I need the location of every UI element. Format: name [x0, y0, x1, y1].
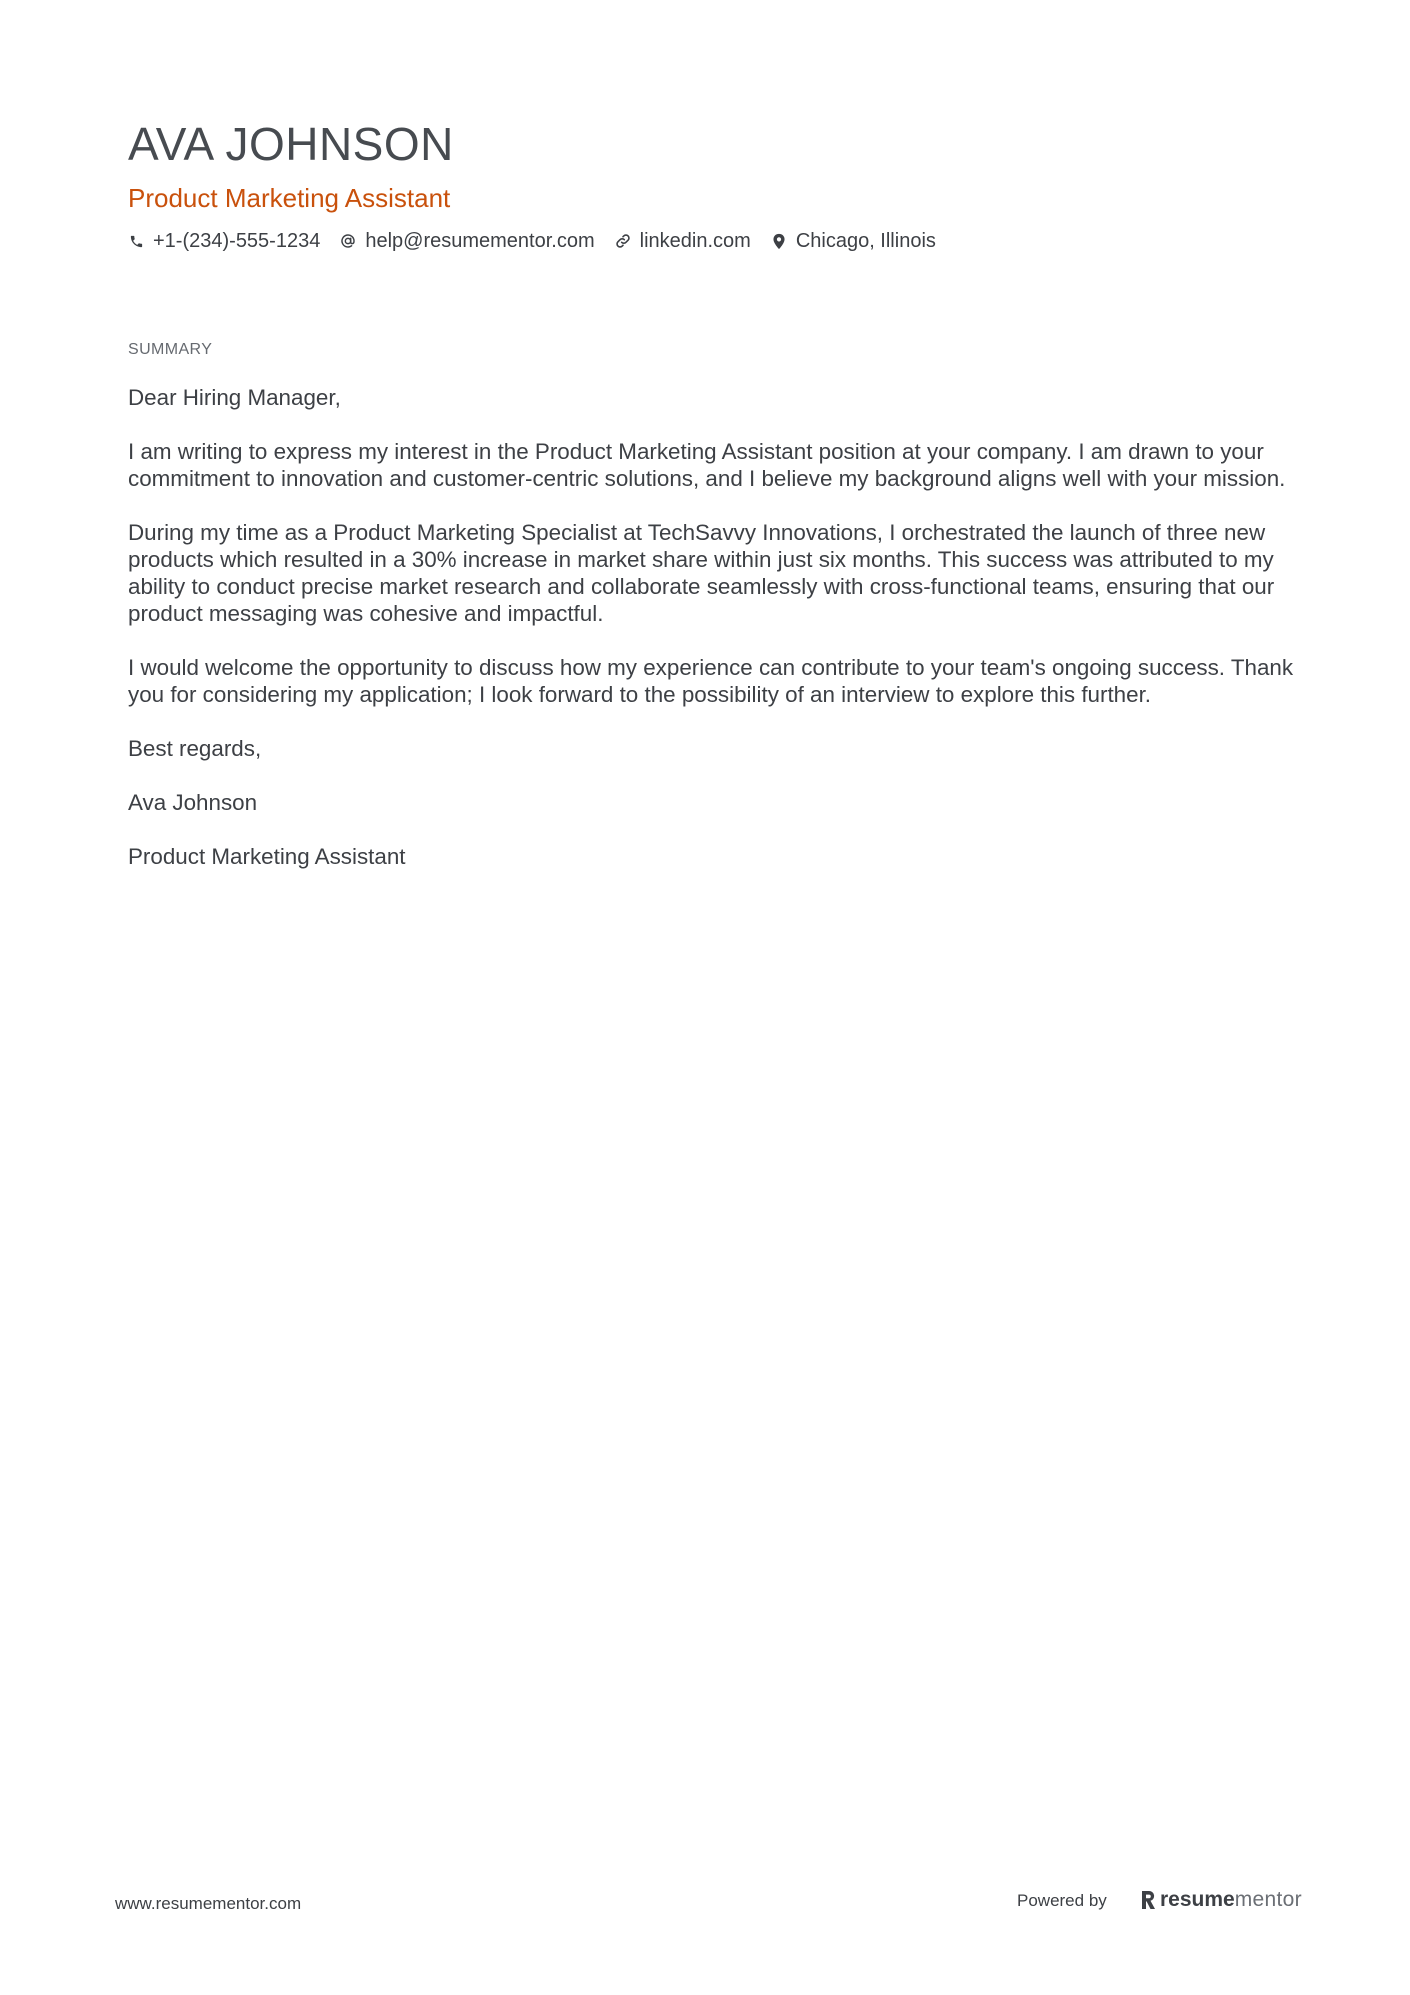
- brand-text-mentor: mentor: [1234, 1888, 1302, 1911]
- section-heading-summary: SUMMARY: [128, 341, 213, 358]
- signature-title: Product Marketing Assistant: [128, 844, 406, 869]
- at-icon: [340, 233, 356, 249]
- letter-greeting: Dear Hiring Manager,: [128, 385, 341, 410]
- contact-location: [771, 230, 936, 253]
- powered-by-label: Powered by: [1017, 1891, 1107, 1910]
- contact-email-text[interactable]: help@resumementor.com: [365, 229, 595, 252]
- location-pin-icon: [771, 233, 787, 249]
- contact-phone: [128, 230, 320, 253]
- contact-email[interactable]: [340, 230, 594, 253]
- contact-linkedin[interactable]: [615, 230, 751, 253]
- brand-logo[interactable]: [1140, 1885, 1302, 1915]
- letter-paragraph: I am writing to express my interest in the Product Marketing Assistant position at your company. I am drawn to your commitment to innovation and customer-centric solutions, and I believe my background aligns well with your mission.: [128, 439, 1286, 491]
- cover-letter-body: [128, 384, 1298, 897]
- phone-icon: [128, 233, 144, 249]
- letter-closing: Best regards,: [128, 736, 262, 761]
- contact-location-text: Chicago, Illinois: [795, 229, 936, 252]
- contact-linkedin-text[interactable]: linkedin.com: [639, 229, 751, 252]
- brand-text-resume: resume: [1160, 1888, 1235, 1911]
- contact-phone-text: +1-(234)-555-1234: [153, 229, 321, 252]
- job-title: Product Marketing Assistant: [128, 183, 451, 213]
- contact-bar: [128, 226, 956, 256]
- candidate-name: AVA JOHNSON: [128, 118, 454, 170]
- resumementor-logo-icon: [1140, 1889, 1156, 1911]
- link-icon: [615, 233, 631, 249]
- letter-paragraph: During my time as a Product Marketing Specialist at TechSavvy Innovations, I orchestrated the launch of three new products which resulted in a 30% increase in market share within just six months. This success was attributed to my ability to conduct precise market research and collaborate seamlessly with cross-functional teams, ensuring that our product messaging was cohesive and impactful.: [128, 520, 1275, 626]
- signature-name: Ava Johnson: [128, 790, 258, 815]
- footer-website-link[interactable]: www.resumementor.com: [115, 1894, 302, 1913]
- letter-paragraph: I would welcome the opportunity to discuss how my experience can contribute to your team's ongoing success. Thank you for considering my application; I look forward to the possibility of an interview to explore this further.: [128, 655, 1294, 707]
